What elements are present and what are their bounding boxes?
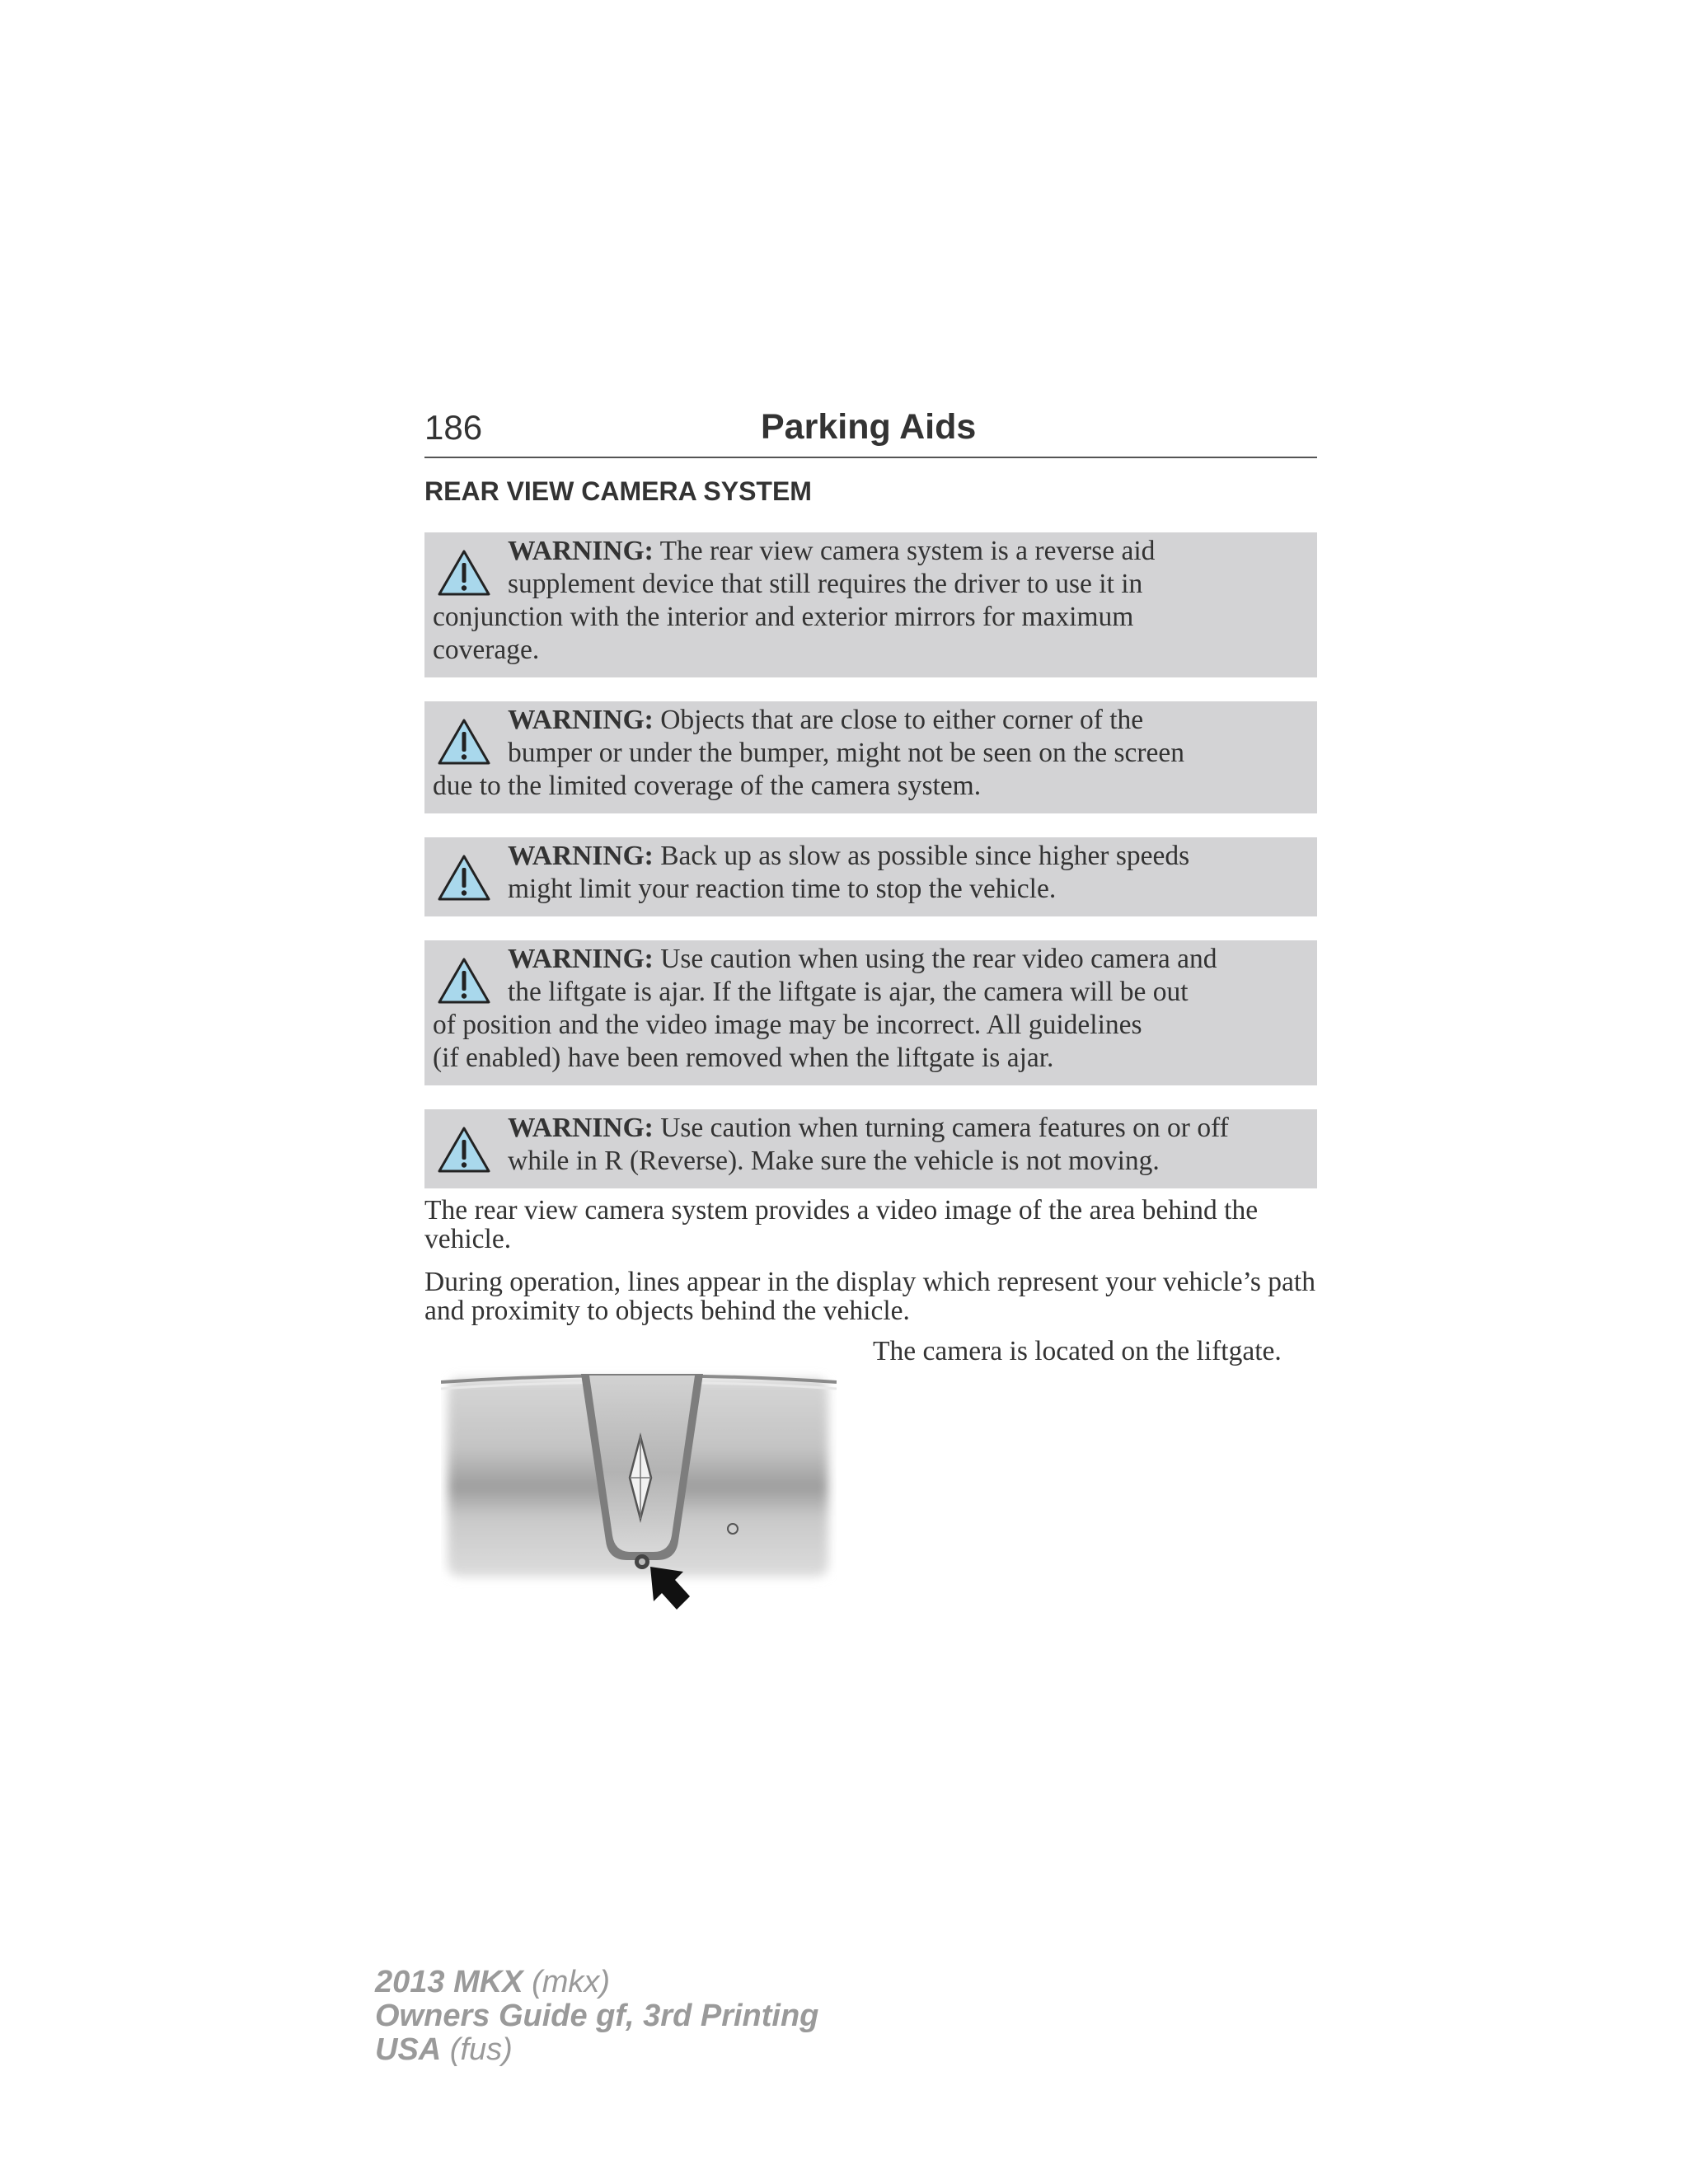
warning-box <box>424 532 1317 677</box>
warning-triangle-icon <box>437 957 491 1005</box>
body-paragraph: During operation, lines appear in the display which represent your vehicle’s path and proximity to objects behind the vehicle. <box>424 1267 1315 1326</box>
warning-line: of position and the video image may be incorrect. All guidelines <box>433 1010 1142 1040</box>
section-heading: REAR VIEW CAMERA SYSTEM <box>424 476 812 506</box>
warning-line <box>433 704 1309 737</box>
warning-text: The rear view camera system is a reverse aid <box>653 536 1156 566</box>
warning-triangle-icon <box>437 854 491 902</box>
warning-text: Back up as slow as possible since higher speeds <box>653 841 1190 871</box>
warning-line <box>433 840 1309 873</box>
warning-line: (if enabled) have been removed when the liftgate is ajar. <box>433 1043 1054 1073</box>
chapter-title: Parking Aids <box>761 407 977 447</box>
page-number: 186 <box>424 408 483 447</box>
warning-line: due to the limited coverage of the camera system. <box>433 771 982 801</box>
warning-label: WARNING: <box>508 944 654 974</box>
footer-market: USA <box>375 2032 442 2067</box>
warning-line: conjunction with the interior and exterior mirrors for maximum <box>433 602 1134 632</box>
footer-market-code: (fus) <box>441 2032 513 2067</box>
warning-label: WARNING: <box>508 536 654 566</box>
warning-triangle-icon <box>437 718 491 766</box>
footer-line-guide <box>375 1999 818 2033</box>
warning-triangle-icon <box>437 549 491 597</box>
liftgate-camera-illustration <box>441 1364 837 1619</box>
warning-line: coverage. <box>433 635 540 665</box>
warning-box <box>424 701 1317 813</box>
warning-text: Use caution when using the rear video camera and <box>653 944 1217 974</box>
figure-caption: The camera is located on the liftgate. <box>873 1336 1282 1366</box>
warning-line <box>433 1112 1309 1145</box>
warning-label: WARNING: <box>508 1113 654 1143</box>
warning-line: supplement device that still requires the driver to use it in <box>508 569 1143 599</box>
body-paragraph: The rear view camera system provides a video image of the area behind the vehicle. <box>424 1195 1259 1254</box>
footer-line-market <box>375 2033 818 2067</box>
warning-box <box>424 837 1317 916</box>
warning-line <box>433 943 1309 976</box>
warning-triangle-icon <box>437 1126 491 1174</box>
header-rule <box>424 457 1317 458</box>
warning-text: Objects that are close to either corner of the <box>653 705 1144 735</box>
warning-label: WARNING: <box>508 705 654 735</box>
footer-model: 2013 MKX <box>375 1965 523 1999</box>
footer-guide: Owners Guide gf, 3rd Printing <box>375 1999 819 2033</box>
warning-line: while in R (Reverse). Make sure the vehicle is not moving. <box>508 1146 1160 1176</box>
warning-box <box>424 1109 1317 1188</box>
warning-text: Use caution when turning camera features on or off <box>653 1113 1229 1143</box>
warning-label: WARNING: <box>508 841 654 871</box>
footer-model-code: (mkx) <box>523 1965 611 1999</box>
warning-line: the liftgate is ajar. If the liftgate is ajar, the camera will be out <box>508 977 1189 1007</box>
warning-line: bumper or under the bumper, might not be seen on the screen <box>508 738 1185 768</box>
warning-line <box>433 535 1309 568</box>
footer-line-model <box>375 1966 818 1999</box>
footer <box>375 1966 818 2067</box>
warning-line: might limit your reaction time to stop the vehicle. <box>508 874 1057 904</box>
warning-box <box>424 940 1317 1085</box>
